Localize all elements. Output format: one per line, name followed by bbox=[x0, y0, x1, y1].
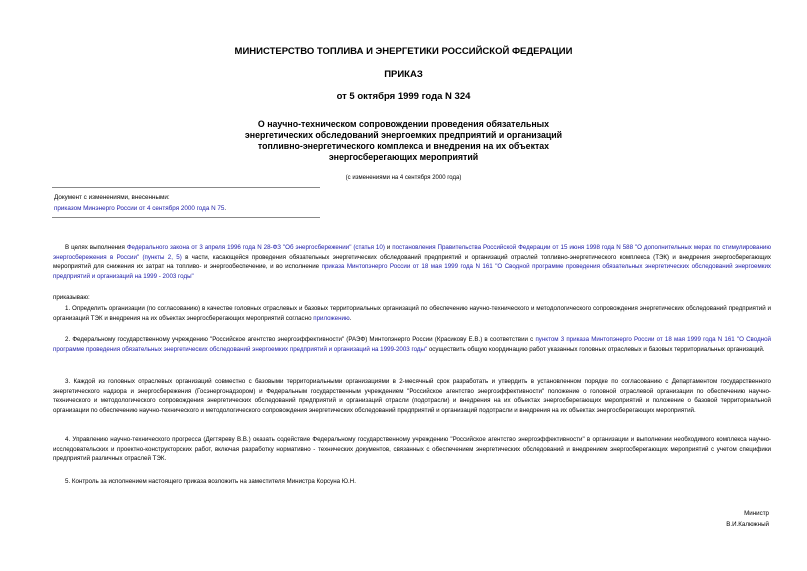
item-5-paragraph: 5. Контроль за исполнением настоящего приказа возложить на заместителя Министра Корсуна Ю.Н. bbox=[65, 478, 356, 485]
title-line: энергетических обследований энергоемких предприятий и организаций bbox=[244, 130, 563, 140]
text-span: . bbox=[349, 314, 352, 322]
doc-note-link-line bbox=[54, 203, 324, 214]
order-161-link[interactable]: приказа Минтопэнерго России от 18 мая 1999 года N 161 "О Сводной программе проведения обязательных энергетических обследований энергоемких предприятий и организаций на 1999 - 2003 годы" bbox=[53, 263, 772, 281]
text-span: В целях выполнения bbox=[65, 244, 127, 251]
text-span: в части, касающейся проведения обязательных энергетических обследований предприятий и организаций отраслей топливно-энергетического комплекса (ТЭК) и внедрения энергосберегающих мероприятий для снижения их затрат на топливо- и энергообеспечение, и во исполнение bbox=[53, 253, 771, 271]
divider-top bbox=[52, 187, 320, 188]
text-span: и bbox=[384, 244, 393, 251]
date-number-heading: от 5 октября 1999 года N 324 bbox=[336, 91, 471, 102]
signature-position: Министр bbox=[744, 510, 769, 517]
text-span: осуществить общую координацию работ указанных головных отраслевых и базовых территориальных организаций. bbox=[427, 345, 765, 353]
federal-law-link[interactable]: Федерального закона от 3 апреля 1996 года N 28-ФЗ "Об энергосбережении" bbox=[126, 244, 352, 251]
doc-note-tail: . bbox=[224, 205, 227, 212]
title-line: О научно-техническом сопровождении проведения обязательных bbox=[257, 119, 550, 129]
doc-type-heading: ПРИКАЗ bbox=[384, 69, 423, 80]
doc-note bbox=[54, 192, 324, 214]
title-line: топливно-энергетического комплекса и внедрения на их объектах bbox=[257, 141, 550, 151]
item-3-paragraph: 3. Каждой из головных отраслевых организаций совместно с базовыми территориальными организациями в 2-месячный срок разработать и утвердить в установленном порядке по согласованию с Департаментом государственного энергетического надзора и энергосбережения (Госэнергонадзором) и Федеральным государственным учреждением "Российское агентство энергоэффективности" положение о головной отраслевой организации по обеспечению научно-технического и методологического сопровождения энергетических обследований предприятий и организаций отрасли (подотрасли) и внедрения на их объектах энергосберегающих мероприятий и положение о базовой территориальной организации по обеспечению научно-технического и методологического сопровождения энергетических обследований предприятий и организаций подотрасли и внедрения на их объектах энергосберегающих мероприятий. bbox=[53, 378, 771, 415]
ministry-heading: МИНИСТЕРСТВО ТОПЛИВА И ЭНЕРГЕТИКИ РОССИЙСКОЙ ФЕДЕРАЦИИ bbox=[234, 46, 573, 57]
title-line: энергосберегающих мероприятий bbox=[328, 152, 479, 162]
doc-note-text: Документ с изменениями, внесенными: bbox=[54, 194, 170, 201]
text-span: 1. Определить организации (по согласованию) в качестве головных отраслевых и базовых территориальных организаций по обеспечению научно-технического и методологического сопровождения энергетических обследований предприятий и организаций ТЭК и внедрения на их объектах энергосберегающих мероприятий согласно bbox=[53, 305, 771, 322]
signature-name: В.И.Калюжный bbox=[726, 521, 769, 528]
item-4-paragraph: 4. Управлению научно-технического прогресса (Дегтяреву В.В.) оказать содействие Федеральному государственному учреждению "Российское агентство энергоэффективности" в организации и выполнении необходимого комплекса научно-исследовательских и проектно-конструкторских работ, включая разработку нормативно - технических документов, связанных с обеспечением энергетических обследований и внедрением энергосберегающих мероприятий с учетом специфики предприятий различных отраслей ТЭК. bbox=[53, 436, 771, 463]
appendix-link[interactable]: приложению bbox=[313, 314, 350, 322]
government-decree-link[interactable]: постановления Правительства Российской Федерации от 15 июня 1998 года N 588 "О дополнительных мерах по стимулированию энергосбережения в России" bbox=[53, 244, 771, 261]
amendment-link[interactable]: приказом Минэнерго России от 4 сентября 2000 года N 75 bbox=[54, 205, 225, 212]
changes-note: (с изменениями на 4 сентября 2000 года) bbox=[345, 175, 462, 181]
preamble-paragraph bbox=[53, 243, 771, 282]
document-title bbox=[200, 119, 607, 163]
item-2-paragraph bbox=[53, 335, 771, 354]
divider-bottom bbox=[52, 217, 320, 218]
signature-block bbox=[569, 508, 769, 530]
orders-label: приказываю: bbox=[53, 294, 90, 301]
text-span: 2. Федеральному государственному учреждению "Российское агентство энергоэффективности" (РАЭФ) Минтопэнерго России (Красикову Е.В.) в соответствии с bbox=[65, 336, 536, 343]
article-10-link[interactable]: (статья 10) bbox=[353, 244, 385, 251]
item-1-paragraph bbox=[53, 304, 771, 323]
points-2-5-link[interactable]: (пункты 2, 5) bbox=[142, 253, 182, 261]
order-161-point-3-link[interactable]: пунктом 3 приказа Минтопэнерго России от 18 мая 1999 года N 161 "О Сводной программе проведения обязательных энергетических обследований энергоемких предприятий и организаций на 1999-2003 годы" bbox=[53, 336, 771, 353]
